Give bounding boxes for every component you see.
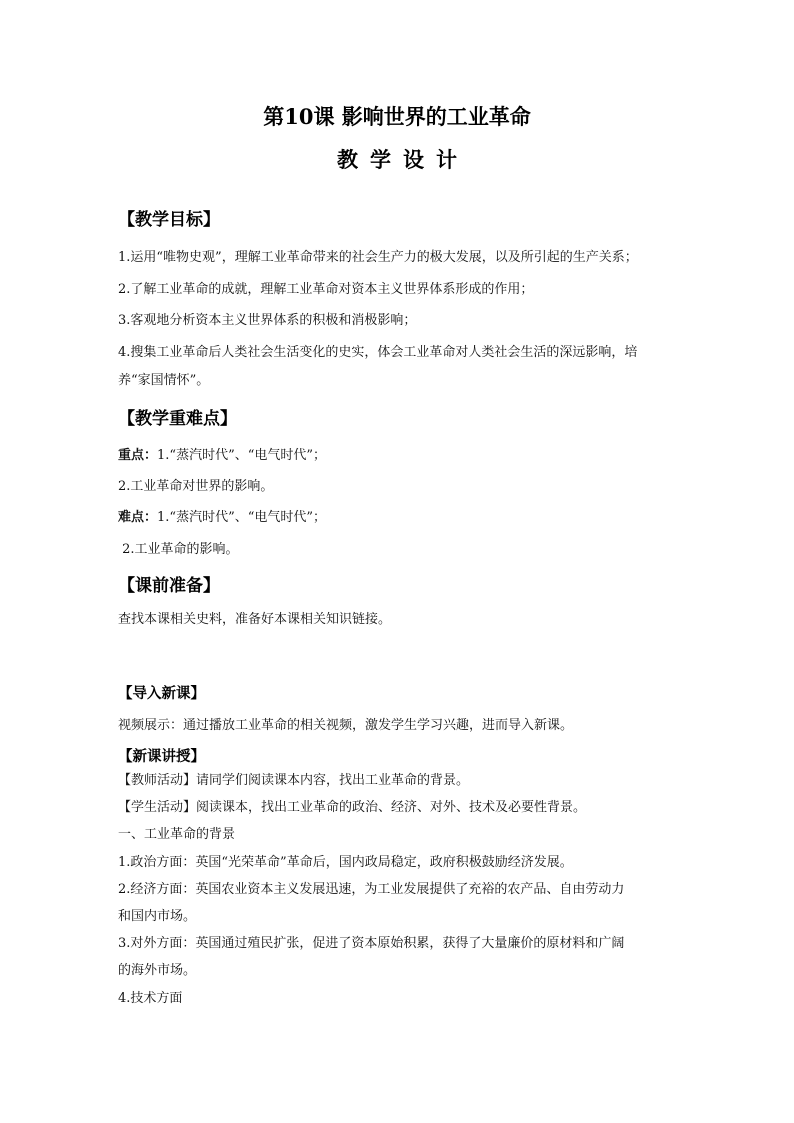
teacher-activity — [118, 771, 678, 791]
background-line: 的海外市场。 — [118, 963, 197, 978]
student-activity-text: 阅读课本，找出工业革命的政治、经济、对外、技术及必要性背景。 — [196, 800, 587, 815]
teacher-activity-label: 【教师活动】 — [118, 773, 197, 788]
prep-text: 查找本课相关史料，准备好本课相关知识链接。 — [118, 612, 392, 627]
intro-heading: 【导入新课】 — [118, 685, 205, 702]
prep-heading: 【课前准备】 — [118, 576, 220, 596]
background-line: 3.对外方面：英国通过殖民扩张，促进了资本原始积累，获得了大量廉价的原材料和广阔 — [118, 936, 625, 951]
background-line: 1.政治方面：英国“光荣革命”革命后，国内政局稳定，政府积极鼓励经济发展。 — [118, 855, 573, 870]
zhongdian-label: 重点： — [118, 448, 158, 463]
objective-line: 3.客观地分析资本主义世界体系的积极和消极影响； — [118, 313, 417, 328]
student-activity — [118, 798, 678, 818]
nandian-label: 难点： — [118, 510, 158, 525]
objectives-heading: 【教学目标】 — [118, 210, 220, 230]
document-subtitle: 教学设计 — [337, 147, 469, 172]
objective-line: 4.搜集工业革命后人类社会生活变化的史实，体会工业革命对人类社会生活的深远影响，培 — [118, 345, 638, 360]
key-points-heading: 【教学重难点】 — [118, 409, 237, 429]
background-line: 和国内市场。 — [118, 909, 197, 924]
lecture-heading: 【新课讲授】 — [118, 748, 205, 765]
background-line: 2.经济方面：英国农业资本主义发展迅速，为工业发展提供了充裕的农产品、自由劳动力 — [118, 882, 625, 897]
nandian-line-2: 2.工业革命的影响。 — [118, 542, 239, 557]
section-heading: 一、工业革命的背景 — [118, 827, 236, 842]
nandian-line — [118, 508, 678, 528]
zhongdian-item: 1.“蒸汽时代”、“电气时代”； — [157, 448, 327, 463]
teacher-activity-text: 请同学们阅读课本内容，找出工业革命的背景。 — [196, 773, 470, 788]
background-line: 4.技术方面 — [118, 991, 183, 1006]
document-title: 第10课 影响世界的工业革命 — [263, 104, 531, 129]
objective-line: 养“家国情怀”。 — [118, 373, 210, 388]
student-activity-label: 【学生活动】 — [118, 800, 197, 815]
zhongdian-line — [118, 446, 678, 466]
objective-line: 2.了解工业革命的成就，理解工业革命对资本主义世界体系形成的作用； — [118, 282, 534, 297]
zhongdian-line-2: 2.工业革命对世界的影响。 — [118, 479, 274, 494]
objective-line: 1.运用“唯物史观”，理解工业革命带来的社会生产力的极大发展，以及所引起的生产关系； — [118, 250, 638, 265]
intro-text: 视频展示：通过播放工业革命的相关视频，激发学生学习兴趣，进而导入新课。 — [118, 718, 574, 733]
nandian-item: 1.“蒸汽时代”、“电气时代”； — [157, 510, 327, 525]
